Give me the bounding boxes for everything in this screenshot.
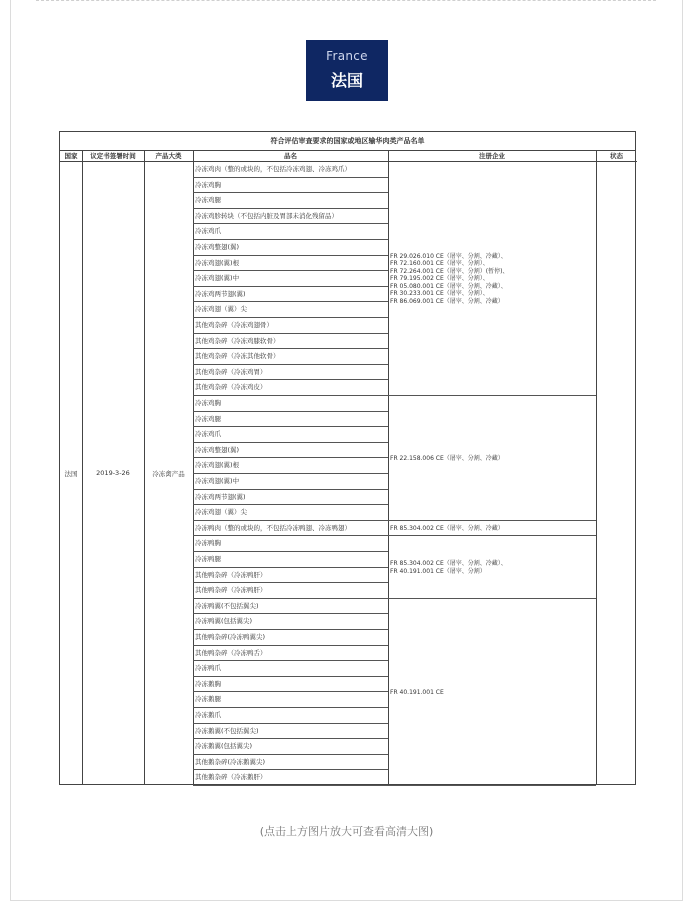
enterprise-group [388, 396, 596, 521]
product-row: 冷冻鸭翼(不包括翼尖) [193, 599, 388, 615]
enterprise-group [388, 521, 596, 537]
col-header-enterprise: 注册企业 [388, 150, 596, 162]
product-row: 冷冻鸡整翅(翼) [193, 240, 388, 256]
product-row: 冷冻鸡整翅(翼) [193, 443, 388, 459]
product-row: 冷冻鸡翅（翼）尖 [193, 302, 388, 318]
product-list-image[interactable] [59, 131, 636, 785]
top-divider [36, 0, 656, 1]
enterprise-text: FR 22.158.006 CE（屠宰、分割、冷藏） [390, 454, 504, 462]
product-row: 冷冻鸡胸 [193, 178, 388, 194]
product-row: 冷冻鹅爪 [193, 708, 388, 724]
product-row: 冷冻鸭胸 [193, 536, 388, 552]
column-divider [144, 150, 145, 784]
product-row: 冷冻鹅翼(不包括翼尖) [193, 724, 388, 740]
product-row: 其他鸭杂碎（冷冻鸭舌） [193, 646, 388, 662]
col-header-product: 品名 [193, 150, 388, 162]
product-row: 其他鸡杂碎（冷冻鸡翅骨） [193, 318, 388, 334]
country-name-en: France [326, 49, 368, 63]
product-row: 冷冻鸭爪 [193, 661, 388, 677]
product-row: 其他鸭杂碎（冷冻鸭肝） [193, 568, 388, 584]
product-row: 冷冻鸭腿 [193, 552, 388, 568]
product-row: 冷冻鸭翼(包括翼尖) [193, 614, 388, 630]
column-divider [82, 150, 83, 784]
product-row: 冷冻鸡胸 [193, 396, 388, 412]
product-row: 冷冻鸡翅(翼)根 [193, 458, 388, 474]
col-header-country: 国家 [60, 150, 82, 162]
column-divider [596, 150, 597, 784]
product-row: 冷冻鹅翼(包括翼尖) [193, 739, 388, 755]
col-header-date: 议定书签署时间 [82, 150, 144, 162]
enterprise-group [388, 599, 596, 786]
col-header-category: 产品大类 [144, 150, 193, 162]
product-row: 冷冻鹅腿 [193, 692, 388, 708]
product-row: 冷冻鸡翅(翼)中 [193, 271, 388, 287]
table-title: 符合评估审查要求的国家或地区输华肉类产品名单 [60, 132, 635, 151]
image-caption: (点击上方图片放大可查看高清大图) [259, 825, 434, 838]
enterprise-group [388, 536, 596, 598]
enterprise-text: FR 40.191.001 CE [390, 688, 444, 696]
product-row: 冷冻鸡翅(翼)中 [193, 474, 388, 490]
product-row: 冷冻鸭肉（整的或块的，不包括冷冻鸭翅、冷冻鸭翅） [193, 521, 388, 537]
col-header-status: 状态 [596, 150, 637, 162]
product-row: 冷冻鸡两节翅(翼) [193, 490, 388, 506]
product-row: 其他鸡杂碎（冷冻鸡皮） [193, 380, 388, 396]
product-row: 冷冻鸡翅(翼)根 [193, 256, 388, 272]
product-row: 其他鸭杂碎(冷冻鸭翼尖) [193, 630, 388, 646]
country-badge [306, 40, 388, 101]
country-name-cn: 法国 [330, 71, 363, 90]
enterprise-group [388, 162, 596, 396]
product-row: 其他鸭杂碎（冷冻鸭肝） [193, 583, 388, 599]
product-row: 其他鸡杂碎（冷冻鸡膝软骨） [193, 334, 388, 350]
product-row: 冷冻鹅胸 [193, 677, 388, 693]
product-row: 冷冻鸡腿 [193, 412, 388, 428]
product-row: 冷冻鸡胗转块（不包括内脏及胃部未消化残留品） [193, 209, 388, 225]
product-row: 其他鹅杂碎（冷冻鹅肝） [193, 770, 388, 786]
product-row: 其他鸡杂碎（冷冻鸡胃） [193, 365, 388, 381]
product-row: 冷冻鸡爪 [193, 427, 388, 443]
product-row: 冷冻鸡腿 [193, 193, 388, 209]
product-row: 冷冻鸡翅（翼）尖 [193, 505, 388, 521]
product-row: 其他鹅杂碎(冷冻鹅翼尖) [193, 755, 388, 771]
product-row: 冷冻鸡爪 [193, 224, 388, 240]
country-cell: 法国 [64, 470, 78, 478]
enterprise-text: FR 85.304.002 CE（屠宰、分割、冷藏） [390, 524, 504, 532]
enterprise-text: FR 85.304.002 CE（屠宰、分割、冷藏）、 FR 40.191.001 CE（屠宰、分割） [390, 560, 507, 575]
product-row: 冷冻鸡肉（整的或块的，不包括冷冻鸡翅、冷冻鸡爪） [193, 162, 388, 178]
product-row: 其他鸡杂碎（冷冻其他软骨） [193, 349, 388, 365]
date-cell: 2019-3-26 [96, 469, 130, 477]
enterprise-text: FR 29.026.010 CE（屠宰、分割、冷藏）、 FR 72.160.001 CE（屠宰、分割）、 FR 72.264.001 CE（屠宰、分割）(暂停)、 FR 79.195.002 CE（屠宰、分割）、 FR 05.080.001 CE（屠宰、分割、冷藏）、 FR 30.233.001 CE（屠宰、分割）、 FR 86.069.001 CE（屠宰、分割、冷藏） [390, 252, 509, 305]
product-row: 冷冻鸡两节翅(翼) [193, 287, 388, 303]
category-cell: 冷冻禽产品 [152, 470, 185, 478]
